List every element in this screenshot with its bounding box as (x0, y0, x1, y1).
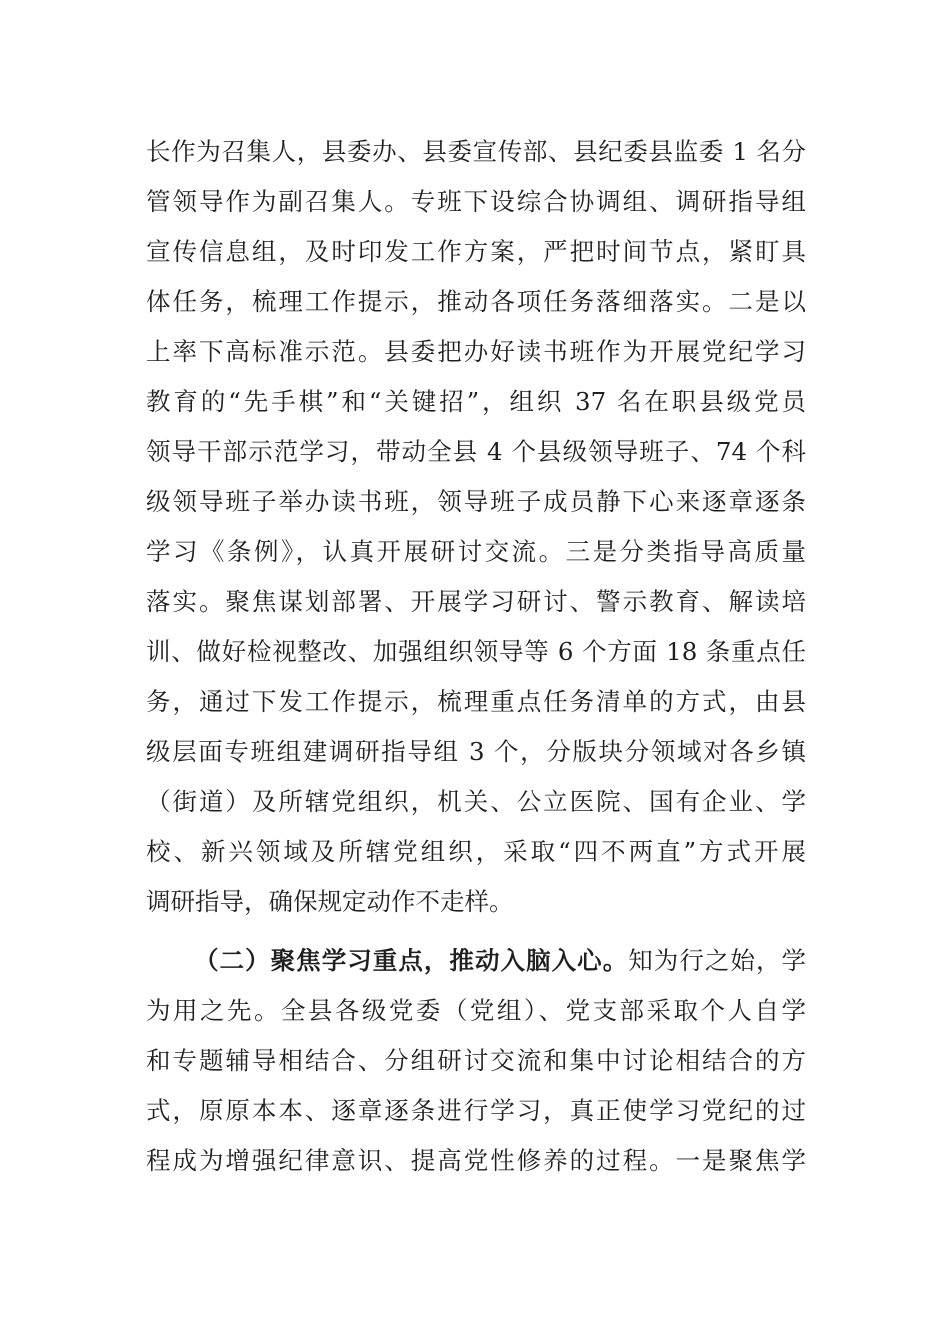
paragraph-1-line-16: 调研指导，确保规定动作不走样。 (146, 887, 514, 916)
paragraph-1-line-5: 上率下高标准示范。县委把办好读书班作为开展党纪学习 (146, 337, 806, 366)
paragraph-1-line-14: （街道）及所辖党组织，机关、公立医院、国有企业、学 (146, 787, 806, 816)
paragraph-2-line-5: 程成为增强纪律意识、提高党性修养的过程。一是聚焦学 (146, 1146, 806, 1175)
paragraph-1-line-1: 长作为召集人，县委办、县委宣传部、县纪委县监委 1 名分 (146, 137, 806, 166)
paragraph-2-first-line-text: 知为行之始，学 (628, 946, 807, 975)
paragraph-1-line-9: 学习《条例》，认真开展研讨交流。三是分类指导高质量 (146, 537, 806, 566)
paragraph-1-line-7: 领导干部示范学习，带动全县 4 个县级领导班子、74 个科 (146, 437, 806, 466)
paragraph-1-line-10: 落实。聚焦谋划部署、开展学习研讨、警示教育、解读培 (146, 587, 806, 616)
paragraph-2-line-2: 为用之先。全县各级党委（党组）、党支部采取个人自学 (146, 996, 806, 1025)
paragraph-1-line-8: 级领导班子举办读书班，领导班子成员静下心来逐章逐条 (146, 487, 806, 516)
paragraph-1-line-6: 教育的“先手棋”和“关键招”，组织 37 名在职县级党员 (146, 387, 806, 416)
paragraph-1-line-13: 级层面专班组建调研指导组 3 个，分版块分领域对各乡镇 (146, 737, 806, 766)
section-heading: （二）聚焦学习重点，推动入脑入心。 (194, 946, 629, 975)
paragraph-2-line-1 (194, 941, 806, 981)
paragraph-1-line-11: 训、做好检视整改、加强组织领导等 6 个方面 18 条重点任 (146, 637, 806, 666)
paragraph-1-line-3: 宣传信息组，及时印发工作方案，严把时间节点，紧盯具 (146, 237, 806, 266)
paragraph-2-line-4: 式，原原本本、逐章逐条进行学习，真正使学习党纪的过 (146, 1096, 806, 1125)
paragraph-2-line-3: 和专题辅导相结合、分组研讨交流和集中讨论相结合的方 (146, 1046, 806, 1075)
paragraph-1-line-12: 务，通过下发工作提示，梳理重点任务清单的方式，由县 (146, 687, 806, 716)
paragraph-1-line-15: 校、新兴领域及所辖党组织，采取“四不两直”方式开展 (146, 837, 806, 866)
paragraph-1-line-4: 体任务，梳理工作提示，推动各项任务落细落实。二是以 (146, 287, 806, 316)
paragraph-1-line-2: 管领导作为副召集人。专班下设综合协调组、调研指导组 (146, 187, 806, 216)
